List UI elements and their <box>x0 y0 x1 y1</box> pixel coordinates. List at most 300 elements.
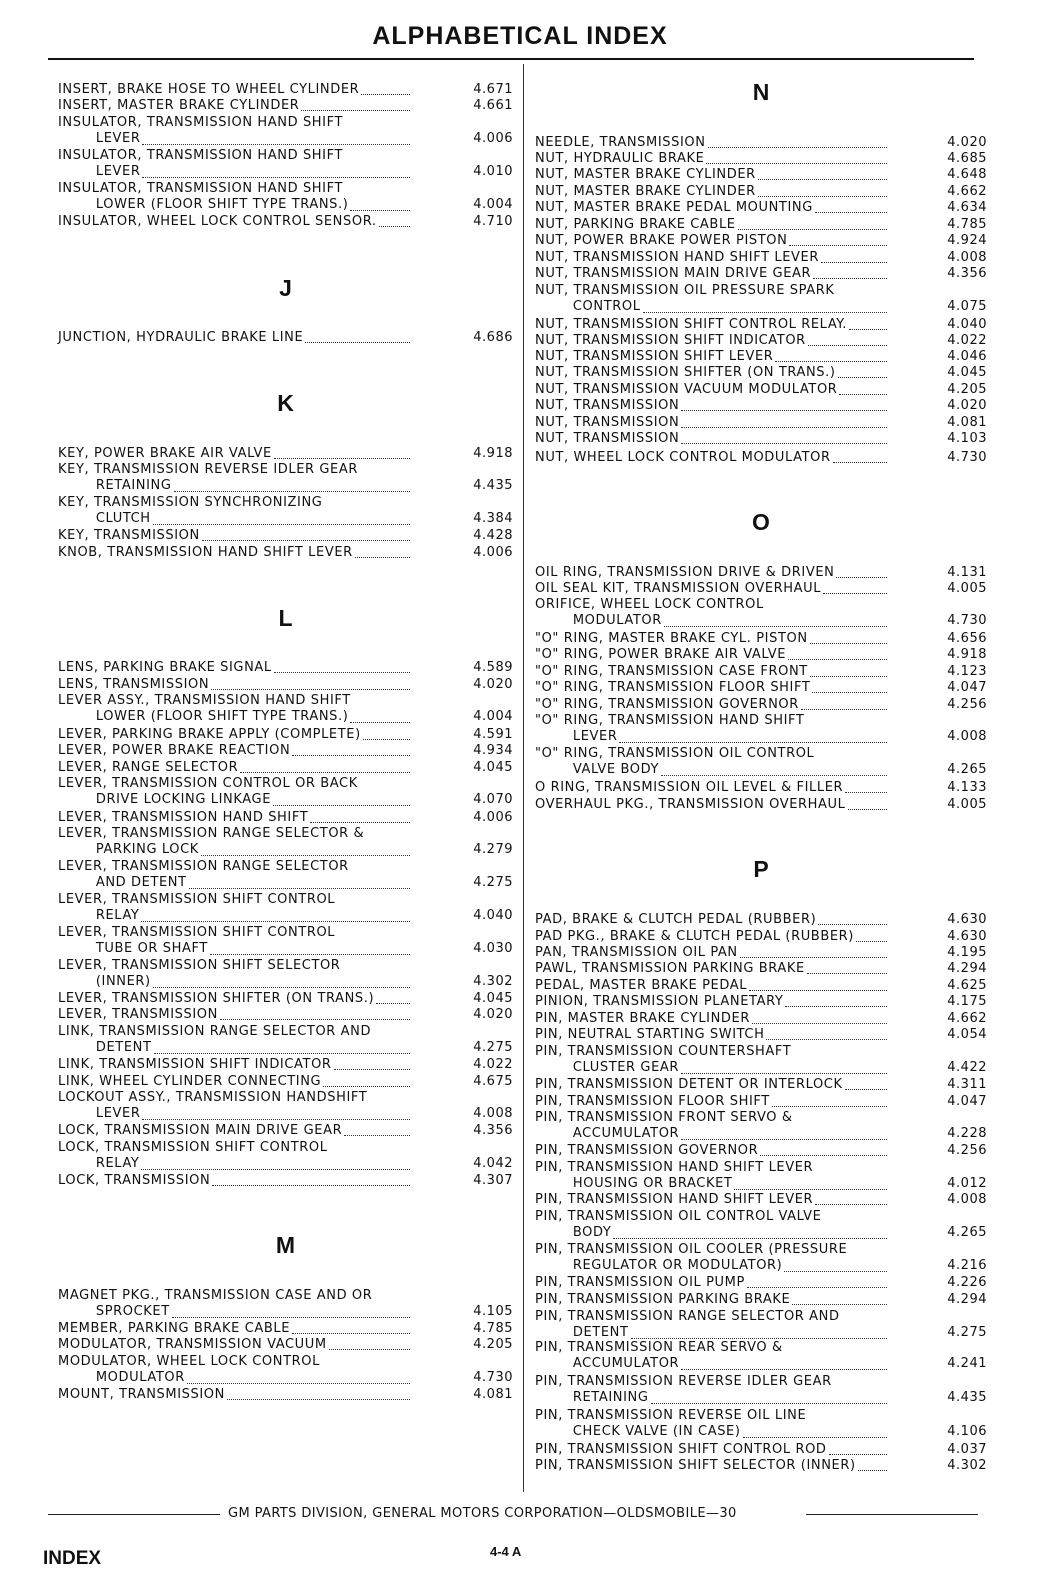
index-entry <box>535 167 987 183</box>
index-entry <box>58 528 513 544</box>
entry-text: PINION, TRANSMISSION PLANETARY <box>535 994 784 1009</box>
index-entry <box>535 1242 987 1275</box>
entry-page-ref: 4.020 <box>473 676 513 692</box>
leader-dots <box>681 443 887 444</box>
index-entry <box>58 925 513 958</box>
leader-dots <box>810 676 887 677</box>
leader-dots <box>785 1006 887 1007</box>
entry-page-ref: 4.020 <box>473 1006 513 1022</box>
index-entry <box>58 1057 513 1073</box>
leader-dots <box>142 144 410 145</box>
leader-dots <box>619 742 887 743</box>
entry-text: "O" RING, MASTER BRAKE CYL. PISTON <box>535 631 808 646</box>
index-entry <box>535 680 987 696</box>
index-entry <box>58 693 513 726</box>
entry-text: NUT, PARKING BRAKE CABLE <box>535 217 736 232</box>
entry-text: KNOB, TRANSMISSION HAND SHIFT LEVER <box>58 545 353 560</box>
entry-page-ref: 4.020 <box>947 134 987 150</box>
index-entry <box>535 415 987 431</box>
entry-page-ref: 4.589 <box>473 659 513 675</box>
entry-page-ref: 4.103 <box>947 430 987 446</box>
index-entry <box>535 398 987 414</box>
entry-page-ref: 4.022 <box>947 332 987 348</box>
title-rule <box>48 58 974 60</box>
entry-page-ref: 4.730 <box>947 613 987 629</box>
entry-text: LINK, TRANSMISSION RANGE SELECTOR AND DETENT <box>58 1024 372 1056</box>
entry-page-ref: 4.022 <box>473 1056 513 1072</box>
leader-dots <box>833 462 887 463</box>
entry-text: PIN, TRANSMISSION PARKING BRAKE <box>535 1292 791 1307</box>
leader-dots <box>792 1304 887 1305</box>
index-entry <box>535 151 987 167</box>
entry-text: LENS, TRANSMISSION <box>58 677 210 692</box>
leader-dots <box>766 1039 887 1040</box>
entry-page-ref: 4.105 <box>473 1304 513 1320</box>
leader-dots <box>651 1403 887 1404</box>
leader-dots <box>848 809 887 810</box>
index-entry <box>58 1074 513 1090</box>
entry-page-ref: 4.006 <box>473 131 513 147</box>
leader-dots <box>788 659 887 660</box>
index-entry <box>58 545 513 561</box>
entry-text: LINK, TRANSMISSION SHIFT INDICATOR <box>58 1057 332 1072</box>
entry-text: PIN, TRANSMISSION SHIFT SELECTOR (INNER) <box>535 1458 856 1473</box>
entry-page-ref: 4.106 <box>947 1424 987 1440</box>
leader-dots <box>849 329 887 330</box>
index-entry <box>535 1209 987 1242</box>
entry-text: NUT, MASTER BRAKE CYLINDER <box>535 184 756 199</box>
index-entry <box>58 330 513 346</box>
leader-dots <box>202 540 410 541</box>
index-entry <box>535 283 987 316</box>
entry-text: PIN, TRANSMISSION FLOOR SHIFT <box>535 1094 770 1109</box>
entry-text: PIN, TRANSMISSION FRONT SERVO & ACCUMULATOR <box>535 1110 793 1142</box>
leader-dots <box>334 1069 410 1070</box>
index-entry <box>535 1408 987 1441</box>
entry-text: LEVER, TRANSMISSION CONTROL OR BACK DRIVE LOCKING LINKAGE <box>58 776 358 808</box>
index-entry <box>535 797 987 813</box>
index-entry <box>535 1192 987 1208</box>
index-entry <box>58 859 513 892</box>
entry-page-ref: 4.661 <box>473 97 513 113</box>
leader-dots <box>361 94 410 95</box>
entry-text: PIN, TRANSMISSION COUNTERSHAFT CLUSTER GEAR <box>535 1044 792 1076</box>
entry-text: PIN, TRANSMISSION OIL PUMP <box>535 1275 745 1290</box>
entry-text: "O" RING, TRANSMISSION GOVERNOR <box>535 697 799 712</box>
index-entry <box>535 929 987 945</box>
leader-dots <box>813 278 887 279</box>
leader-dots <box>363 739 410 740</box>
entry-text: LEVER, TRANSMISSION <box>58 1007 218 1022</box>
entry-page-ref: 4.918 <box>473 445 513 461</box>
entry-text: INSULATOR, TRANSMISSION HAND SHIFT LEVER <box>58 148 344 180</box>
entry-page-ref: 4.046 <box>947 348 987 364</box>
entry-text: PIN, TRANSMISSION GOVERNOR <box>535 1143 759 1158</box>
leader-dots <box>274 458 410 459</box>
entry-page-ref: 4.307 <box>473 1172 513 1188</box>
entry-page-ref: 4.133 <box>947 779 987 795</box>
entry-text: NUT, TRANSMISSION SHIFT LEVER <box>535 349 774 364</box>
entry-text: PIN, TRANSMISSION HAND SHIFT LEVER <box>535 1192 814 1207</box>
leader-dots <box>681 1369 887 1370</box>
index-entry <box>58 727 513 743</box>
index-entry <box>58 495 513 528</box>
entry-page-ref: 4.241 <box>947 1356 987 1372</box>
index-entry <box>535 1292 987 1308</box>
entry-text: NUT, TRANSMISSION SHIFTER (ON TRANS.) <box>535 365 836 380</box>
entry-page-ref: 4.275 <box>947 1325 987 1341</box>
entry-text: PIN, TRANSMISSION REAR SERVO & ACCUMULATOR <box>535 1340 783 1372</box>
index-entry <box>535 631 987 647</box>
entry-text: KEY, TRANSMISSION SYNCHRONIZING CLUTCH <box>58 495 323 527</box>
index-entry <box>535 1077 987 1093</box>
leader-dots <box>706 163 887 164</box>
index-entry <box>535 746 987 779</box>
leader-dots <box>153 524 410 525</box>
entry-page-ref: 4.265 <box>947 1225 987 1241</box>
leader-dots <box>661 775 887 776</box>
index-entry <box>58 181 513 214</box>
entry-page-ref: 4.008 <box>947 729 987 745</box>
entry-page-ref: 4.256 <box>947 696 987 712</box>
index-entry <box>535 135 987 151</box>
entry-text: PIN, TRANSMISSION HAND SHIFT LEVER HOUSING OR BRACKET <box>535 1160 814 1192</box>
entry-text: "O" RING, TRANSMISSION CASE FRONT <box>535 664 808 679</box>
entry-text: "O" RING, TRANSMISSION HAND SHIFT LEVER <box>535 713 805 745</box>
entry-page-ref: 4.302 <box>473 974 513 990</box>
leader-dots <box>664 626 887 627</box>
entry-text: LEVER, PARKING BRAKE APPLY (COMPLETE) <box>58 727 361 742</box>
entry-page-ref: 4.045 <box>947 364 987 380</box>
section-letter-heading: L <box>278 605 293 631</box>
index-entry <box>58 1173 513 1189</box>
leader-dots <box>187 1383 410 1384</box>
entry-text: NUT, MASTER BRAKE PEDAL MOUNTING <box>535 200 813 215</box>
footer-publisher: GM PARTS DIVISION, GENERAL MOTORS CORPORATION—OLDSMOBILE—30 <box>228 1506 737 1521</box>
index-entry <box>58 82 513 98</box>
leader-dots <box>141 1169 410 1170</box>
index-entry <box>535 317 987 333</box>
entry-text: NUT, TRANSMISSION <box>535 398 680 413</box>
entry-page-ref: 4.785 <box>947 216 987 232</box>
entry-page-ref: 4.020 <box>947 397 987 413</box>
entry-text: PIN, TRANSMISSION REVERSE OIL LINE CHECK VALVE (IN CASE) <box>535 1408 807 1440</box>
leader-dots <box>838 377 887 378</box>
entry-page-ref: 4.422 <box>947 1060 987 1076</box>
leader-dots <box>172 1317 410 1318</box>
entry-page-ref: 4.256 <box>947 1142 987 1158</box>
index-entry <box>535 994 987 1010</box>
index-entry <box>58 958 513 991</box>
index-entry <box>535 961 987 977</box>
leader-dots <box>760 1155 887 1156</box>
index-entry <box>535 1275 987 1291</box>
leader-dots <box>681 427 887 428</box>
entry-text: "O" RING, POWER BRAKE AIR VALVE <box>535 647 787 662</box>
entry-page-ref: 4.685 <box>947 150 987 166</box>
entry-text: LOCKOUT ASSY., TRANSMISSION HANDSHIFT LEVER <box>58 1090 368 1122</box>
entry-page-ref: 4.675 <box>473 1073 513 1089</box>
leader-dots <box>174 491 410 492</box>
entry-text: PIN, MASTER BRAKE CYLINDER <box>535 1011 750 1026</box>
entry-text: NUT, TRANSMISSION HAND SHIFT LEVER <box>535 250 819 265</box>
entry-text: JUNCTION, HYDRAULIC BRAKE LINE <box>58 330 304 345</box>
entry-text: LOCK, TRANSMISSION <box>58 1173 211 1188</box>
entry-page-ref: 4.710 <box>473 213 513 229</box>
entry-text: MOUNT, TRANSMISSION <box>58 1387 225 1402</box>
entry-text: MAGNET PKG., TRANSMISSION CASE AND OR SPROCKET <box>58 1288 373 1320</box>
entry-page-ref: 4.047 <box>947 679 987 695</box>
entry-page-ref: 4.785 <box>473 1320 513 1336</box>
entry-text: KEY, POWER BRAKE AIR VALVE <box>58 446 272 461</box>
index-entry <box>58 1354 513 1387</box>
leader-dots <box>643 312 887 313</box>
index-entry <box>535 664 987 680</box>
entry-text: KEY, TRANSMISSION <box>58 528 200 543</box>
entry-page-ref: 4.279 <box>473 842 513 858</box>
index-entry <box>535 382 987 398</box>
leader-dots <box>310 822 410 823</box>
index-entry <box>535 266 987 282</box>
index-entry <box>535 1110 987 1143</box>
index-entry <box>58 1321 513 1337</box>
leader-dots <box>758 196 887 197</box>
entry-page-ref: 4.081 <box>947 414 987 430</box>
entry-text: NUT, TRANSMISSION <box>535 415 680 430</box>
index-entry <box>58 1123 513 1139</box>
entry-page-ref: 4.656 <box>947 630 987 646</box>
leader-dots <box>845 792 887 793</box>
entry-page-ref: 4.045 <box>473 759 513 775</box>
column-divider <box>523 64 524 1492</box>
section-letter-heading: P <box>753 856 769 882</box>
leader-dots <box>350 722 410 723</box>
entry-page-ref: 4.275 <box>473 875 513 891</box>
entry-page-ref: 4.428 <box>473 527 513 543</box>
leader-dots <box>323 1086 410 1087</box>
leader-dots <box>821 262 887 263</box>
entry-page-ref: 4.294 <box>947 960 987 976</box>
leader-dots <box>784 1271 887 1272</box>
entry-page-ref: 4.131 <box>947 564 987 580</box>
index-entry <box>535 1094 987 1110</box>
entry-page-ref: 4.047 <box>947 1093 987 1109</box>
leader-dots <box>305 342 410 343</box>
leader-dots <box>154 1053 410 1054</box>
entry-page-ref: 4.228 <box>947 1126 987 1142</box>
entry-page-ref: 4.730 <box>473 1370 513 1386</box>
index-entry <box>58 98 513 114</box>
index-entry <box>535 1340 987 1373</box>
entry-page-ref: 4.195 <box>947 944 987 960</box>
leader-dots <box>142 177 410 178</box>
entry-page-ref: 4.005 <box>947 796 987 812</box>
entry-page-ref: 4.008 <box>947 1191 987 1207</box>
index-entry <box>535 581 987 597</box>
entry-text: LEVER, TRANSMISSION SHIFT CONTROL TUBE OR SHAFT <box>58 925 336 957</box>
leader-dots <box>142 1119 410 1120</box>
index-entry <box>535 450 987 466</box>
entry-page-ref: 4.918 <box>947 646 987 662</box>
entry-page-ref: 4.634 <box>947 199 987 215</box>
index-entry <box>535 1458 987 1474</box>
leader-dots <box>758 179 887 180</box>
entry-text: PIN, TRANSMISSION REVERSE IDLER GEAR RETAINING <box>535 1374 832 1406</box>
entry-text: PIN, TRANSMISSION RANGE SELECTOR AND DETENT <box>535 1309 840 1341</box>
leader-dots <box>210 954 410 955</box>
entry-text: NUT, WHEEL LOCK CONTROL MODULATOR <box>535 450 831 465</box>
leader-dots <box>329 1349 410 1350</box>
entry-text: LEVER, TRANSMISSION SHIFT CONTROL RELAY <box>58 892 336 924</box>
page-title: ALPHABETICAL INDEX <box>372 22 668 50</box>
entry-text: MEMBER, PARKING BRAKE CABLE <box>58 1321 291 1336</box>
entry-text: PIN, TRANSMISSION DETENT OR INTERLOCK <box>535 1077 843 1092</box>
entry-page-ref: 4.671 <box>473 81 513 97</box>
leader-dots <box>810 643 887 644</box>
leader-dots <box>839 394 887 395</box>
entry-text: LEVER, POWER BRAKE REACTION <box>58 743 291 758</box>
footer-rule-left <box>48 1514 220 1515</box>
index-entry <box>535 333 987 349</box>
entry-text: PAN, TRANSMISSION OIL PAN <box>535 945 738 960</box>
entry-page-ref: 4.648 <box>947 166 987 182</box>
entry-page-ref: 4.630 <box>947 911 987 927</box>
entry-page-ref: 4.435 <box>473 478 513 494</box>
entry-page-ref: 4.004 <box>473 709 513 725</box>
leader-dots <box>273 805 410 806</box>
entry-page-ref: 4.008 <box>947 249 987 265</box>
entry-page-ref: 4.042 <box>473 1156 513 1172</box>
entry-page-ref: 4.662 <box>947 183 987 199</box>
entry-text: INSERT, BRAKE HOSE TO WHEEL CYLINDER <box>58 82 360 97</box>
entry-text: LENS, PARKING BRAKE SIGNAL <box>58 660 272 675</box>
entry-text: LOCK, TRANSMISSION SHIFT CONTROL RELAY <box>58 1140 328 1172</box>
leader-dots <box>379 226 410 227</box>
index-entry <box>58 660 513 676</box>
index-entry <box>535 647 987 663</box>
leader-dots <box>274 672 410 673</box>
index-entry <box>58 1024 513 1057</box>
entry-text: PIN, TRANSMISSION OIL CONTROL VALVE BODY <box>535 1209 822 1241</box>
leader-dots <box>734 1189 887 1190</box>
index-entry <box>535 1044 987 1077</box>
footer-rule-right <box>806 1514 978 1515</box>
leader-dots <box>856 941 887 942</box>
entry-text: NUT, TRANSMISSION SHIFT INDICATOR <box>535 333 806 348</box>
leader-dots <box>240 772 410 773</box>
entry-text: LINK, WHEEL CYLINDER CONNECTING <box>58 1074 322 1089</box>
entry-page-ref: 4.384 <box>473 511 513 527</box>
index-entry <box>535 565 987 581</box>
leader-dots <box>681 1073 887 1074</box>
entry-page-ref: 4.012 <box>947 1176 987 1192</box>
entry-text: NUT, TRANSMISSION MAIN DRIVE GEAR <box>535 266 812 281</box>
entry-page-ref: 4.081 <box>473 1386 513 1402</box>
entry-page-ref: 4.294 <box>947 1291 987 1307</box>
leader-dots <box>738 229 887 230</box>
entry-page-ref: 4.265 <box>947 762 987 778</box>
entry-text: INSULATOR, WHEEL LOCK CONTROL SENSOR. <box>58 214 377 229</box>
index-entry <box>58 1090 513 1123</box>
index-entry <box>58 1337 513 1353</box>
index-entry <box>58 214 513 230</box>
index-entry <box>58 1387 513 1403</box>
index-entry <box>58 760 513 776</box>
entry-page-ref: 4.275 <box>473 1040 513 1056</box>
entry-page-ref: 4.205 <box>947 381 987 397</box>
leader-dots <box>212 1185 410 1186</box>
entry-text: OIL RING, TRANSMISSION DRIVE & DRIVEN <box>535 565 835 580</box>
leader-dots <box>752 1023 887 1024</box>
entry-text: NUT, TRANSMISSION VACUUM MODULATOR <box>535 382 838 397</box>
entry-page-ref: 4.311 <box>947 1076 987 1092</box>
entry-page-ref: 4.040 <box>473 908 513 924</box>
index-entry <box>535 597 987 630</box>
entry-page-ref: 4.630 <box>947 928 987 944</box>
leader-dots <box>747 1287 887 1288</box>
index-entry <box>58 677 513 693</box>
entry-text: MODULATOR, TRANSMISSION VACUUM <box>58 1337 327 1352</box>
entry-text: PAD, BRAKE & CLUTCH PEDAL (RUBBER) <box>535 912 817 927</box>
leader-dots <box>818 924 887 925</box>
index-entry <box>58 776 513 809</box>
entry-page-ref: 4.054 <box>947 1026 987 1042</box>
entry-text: PIN, TRANSMISSION OIL COOLER (PRESSURE REGULATOR OR MODULATOR) <box>535 1242 848 1274</box>
index-entry <box>58 991 513 1007</box>
entry-text: OVERHAUL PKG., TRANSMISSION OVERHAUL <box>535 797 846 812</box>
entry-page-ref: 4.030 <box>473 941 513 957</box>
index-entry <box>58 826 513 859</box>
entry-text: NUT, TRANSMISSION <box>535 431 680 446</box>
entry-page-ref: 4.216 <box>947 1258 987 1274</box>
index-entry <box>58 892 513 925</box>
entry-page-ref: 4.205 <box>473 1336 513 1352</box>
entry-text: "O" RING, TRANSMISSION OIL CONTROL VALVE BODY <box>535 746 815 778</box>
entry-text: LEVER, TRANSMISSION SHIFT SELECTOR (INNER) <box>58 958 341 990</box>
entry-page-ref: 4.045 <box>473 990 513 1006</box>
leader-dots <box>836 577 887 578</box>
leader-dots <box>631 1338 887 1339</box>
entry-text: NUT, POWER BRAKE POWER PISTON <box>535 233 788 248</box>
entry-page-ref: 4.040 <box>947 316 987 332</box>
entry-text: NUT, TRANSMISSION OIL PRESSURE SPARK CONTROL <box>535 283 835 315</box>
footer-section-label: INDEX <box>43 1548 102 1569</box>
entry-page-ref: 4.924 <box>947 232 987 248</box>
entry-text: NEEDLE, TRANSMISSION <box>535 135 706 150</box>
index-entry <box>535 1374 987 1407</box>
index-entry <box>58 1140 513 1173</box>
entry-text: PEDAL, MASTER BRAKE PEDAL <box>535 978 748 993</box>
index-entry <box>58 462 513 495</box>
entry-page-ref: 4.226 <box>947 1274 987 1290</box>
entry-text: NUT, MASTER BRAKE CYLINDER <box>535 167 756 182</box>
entry-text: LEVER, TRANSMISSION SHIFTER (ON TRANS.) <box>58 991 375 1006</box>
entry-text: LEVER ASSY., TRANSMISSION HAND SHIFT LOWER (FLOOR SHIFT TYPE TRANS.) <box>58 693 351 725</box>
leader-dots <box>301 110 410 111</box>
entry-text: INSULATOR, TRANSMISSION HAND SHIFT LOWER (FLOOR SHIFT TYPE TRANS.) <box>58 181 349 213</box>
index-entry <box>535 233 987 249</box>
index-entry <box>58 115 513 148</box>
leader-dots <box>789 245 887 246</box>
leader-dots <box>807 973 887 974</box>
entry-page-ref: 4.070 <box>473 792 513 808</box>
entry-page-ref: 4.175 <box>947 993 987 1009</box>
entry-text: LEVER, RANGE SELECTOR <box>58 760 239 775</box>
leader-dots <box>220 1019 410 1020</box>
leader-dots <box>812 692 887 693</box>
entry-page-ref: 4.356 <box>473 1122 513 1138</box>
entry-text: INSERT, MASTER BRAKE CYLINDER <box>58 98 300 113</box>
